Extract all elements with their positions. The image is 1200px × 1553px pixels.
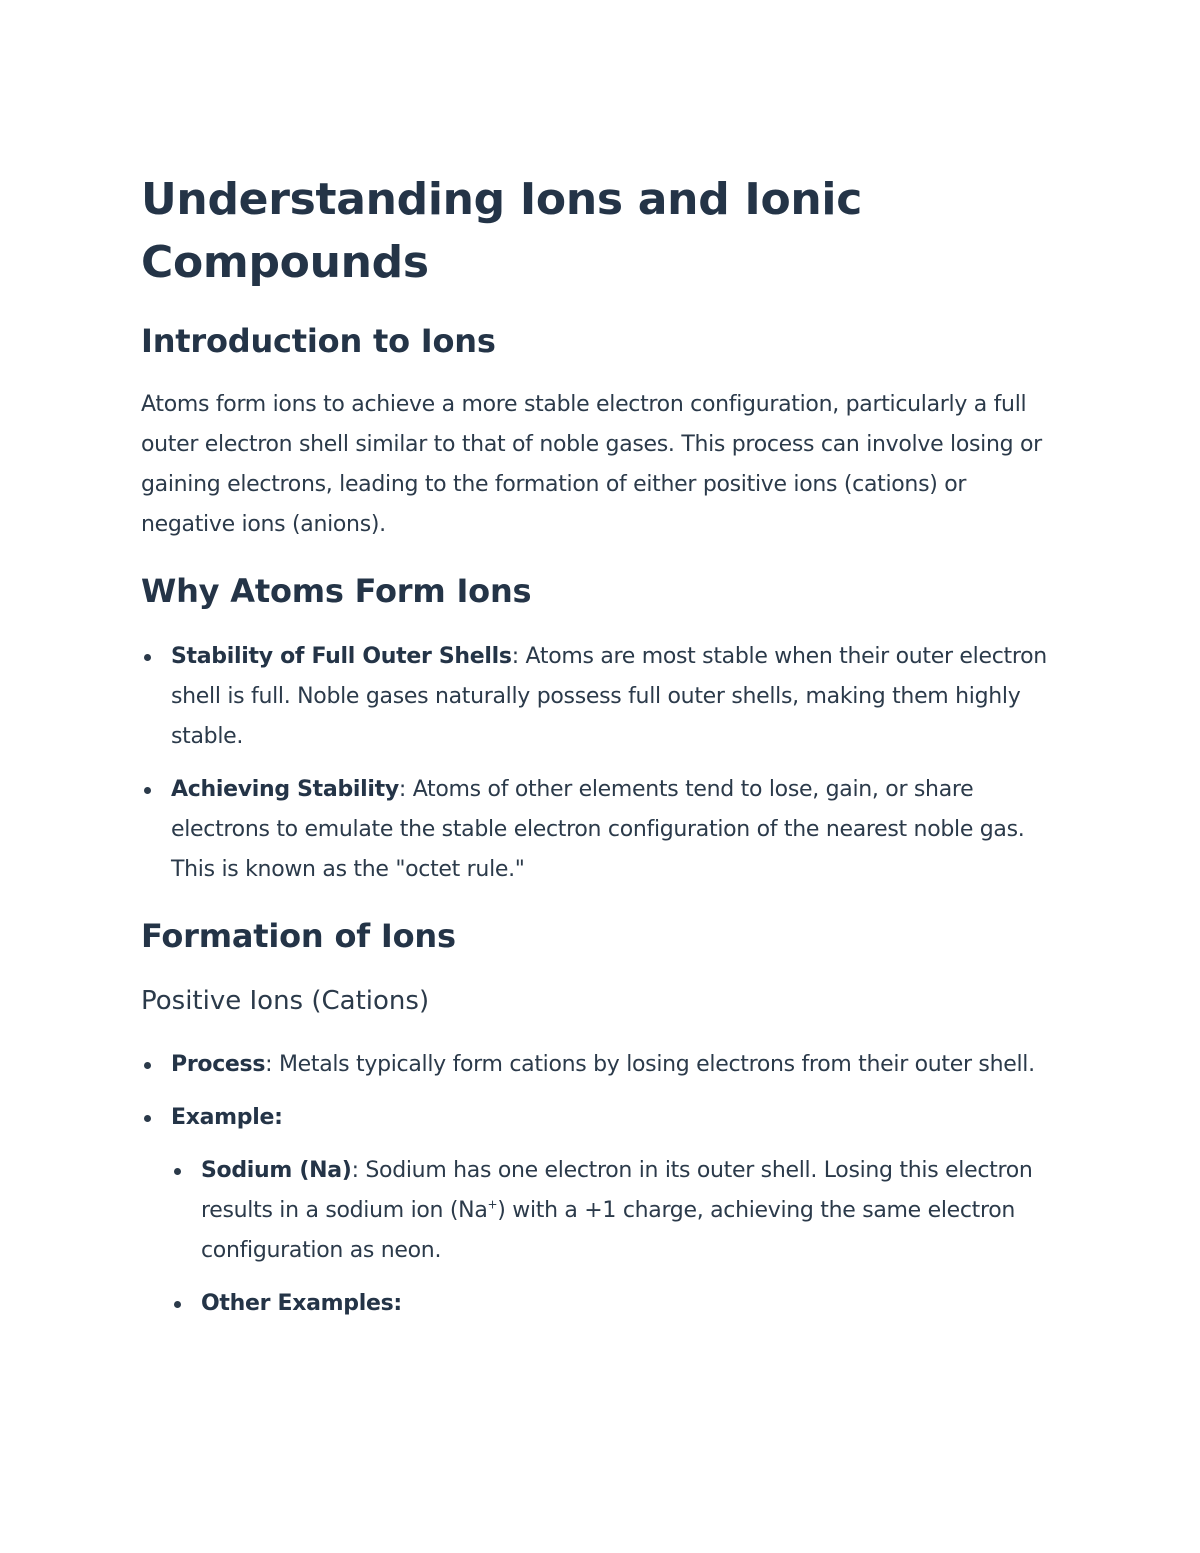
- list-item: [171, 1151, 1066, 1271]
- list-item: [141, 637, 1066, 757]
- list-item: [141, 770, 1066, 890]
- page-title: Understanding Ions and Ionic Compounds: [141, 174, 862, 288]
- list-item-term: Example:: [171, 1105, 283, 1130]
- section-heading-introduction: Introduction to Ions: [141, 322, 496, 360]
- list-item-term: Process: [171, 1052, 266, 1077]
- intro-paragraph: Atoms form ions to achieve a more stable electron configuration, particularly a full outer electron shell similar to that of noble gases. This process can involve losing or gaining electrons, leading to the formation of either positive ions (cations) or negative ions (anions).: [141, 392, 1042, 537]
- example-sublist: [171, 1151, 1066, 1324]
- charge-superscript: +: [487, 1197, 498, 1212]
- list-item-text: : Atoms of other elements tend to lose, gain, or share electrons to emulate the stable electron configuration of the nearest noble gas. This is known as the "octet rule.": [171, 777, 1025, 882]
- cations-list: [141, 1045, 1066, 1324]
- why-list: [141, 637, 1066, 890]
- list-item-text: ) with a +1 charge, achieving the same electron configuration as neon.: [201, 1198, 1016, 1263]
- document-page: [141, 168, 1066, 1324]
- list-item-term: Achieving Stability: [171, 777, 399, 802]
- list-item-term: Sodium (Na): [201, 1158, 352, 1183]
- list-item-term: Other Examples:: [201, 1291, 402, 1316]
- section-heading-why-atoms-form-ions: Why Atoms Form Ions: [141, 572, 532, 610]
- list-item-term: Stability of Full Outer Shells: [171, 644, 512, 669]
- list-item-text: : Metals typically form cations by losing electrons from their outer shell.: [265, 1052, 1035, 1077]
- list-item: [141, 1045, 1066, 1085]
- list-item-text: : Sodium has one electron in its outer shell. Losing this electron results in a sodium ion (Na: [201, 1158, 1033, 1223]
- subsection-heading-positive-ions: Positive Ions (Cations): [141, 986, 430, 1016]
- list-item-text: : Atoms are most stable when their outer electron shell is full. Noble gases naturally possess full outer shells, making them highly stable.: [171, 644, 1047, 749]
- section-heading-formation-of-ions: Formation of Ions: [141, 917, 456, 955]
- list-item: [141, 1098, 1066, 1324]
- list-item: [171, 1284, 1066, 1324]
